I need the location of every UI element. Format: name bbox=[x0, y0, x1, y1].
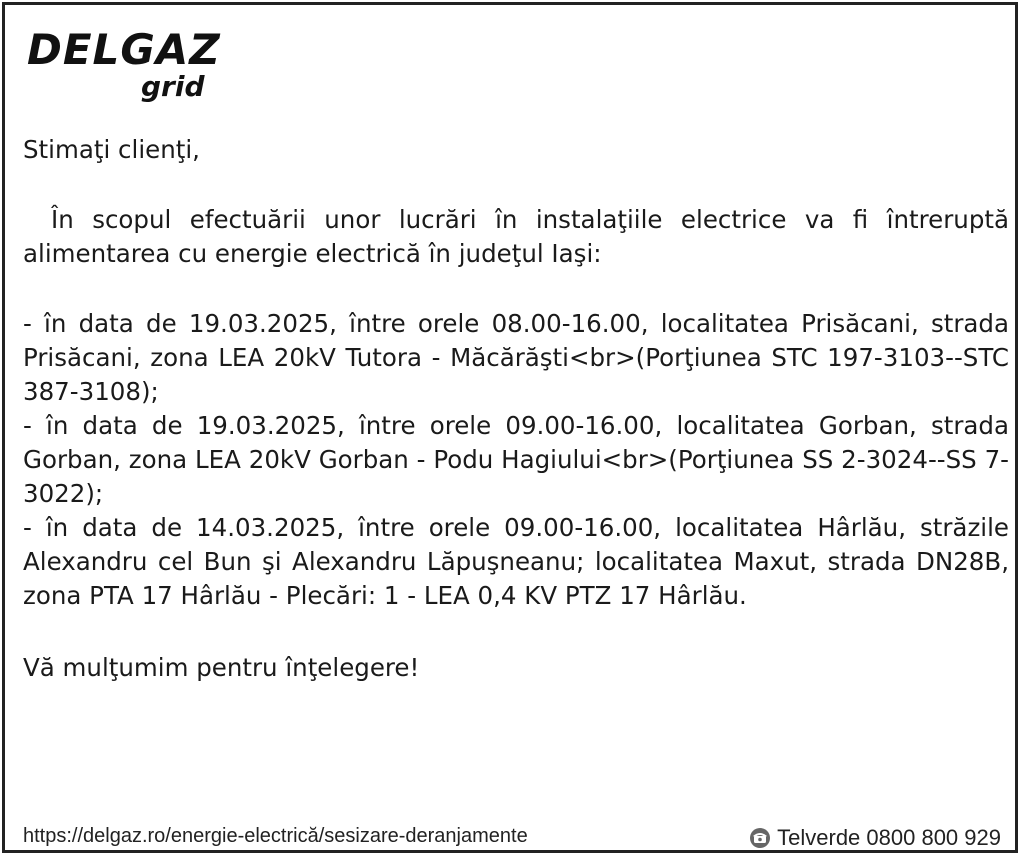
notice-frame bbox=[2, 2, 1018, 853]
footer bbox=[23, 825, 1001, 853]
outage-item: - în data de 19.03.2025, între orele 09.00-16.00, localitatea Gorban, strada Gorban, zona LEA 20kV Gorban - Podu Hagiului<br>(Porţiunea SS 2-3024--SS 7-3022); bbox=[23, 411, 1009, 508]
footer-url[interactable]: https://delgaz.ro/energie-electrică/sesizare-deranjamente bbox=[23, 825, 528, 847]
delgaz-grid-logo bbox=[27, 25, 227, 110]
greeting: Stimaţi clienţi, bbox=[23, 135, 200, 164]
phone-icon bbox=[749, 827, 771, 849]
outage-item: - în data de 19.03.2025, între orele 08.00-16.00, localitatea Prisăcani, strada Prisăcani, zona LEA 20kV Tutora - Măcărăşti<br>(Porţiunea STC 197-3103--STC 387-3108); bbox=[23, 309, 1009, 406]
phone-number: Telverde 0800 800 929 bbox=[777, 825, 1001, 850]
logo-wordmark: DELGAZ bbox=[27, 25, 221, 74]
intro-paragraph: În scopul efectuării unor lucrări în instalaţiile electrice va fi întreruptă alimentarea cu energie electrică în judeţul Iaşi: bbox=[23, 205, 1009, 268]
thanks-line: Vă mulţumim pentru înţelegere! bbox=[23, 653, 420, 682]
outage-item: - în data de 14.03.2025, între orele 09.00-16.00, localitatea Hârlău, străzile Alexandru cel Bun şi Alexandru Lăpuşneanu; localitatea Maxut, strada DN28B, zona PTA 17 Hârlău - Plecări: 1 - LEA 0,4 KV PTZ 17 Hârlău. bbox=[23, 513, 1009, 610]
footer-phone bbox=[749, 825, 1001, 851]
logo-subtitle: grid bbox=[141, 70, 205, 103]
notice-body bbox=[23, 133, 1009, 685]
